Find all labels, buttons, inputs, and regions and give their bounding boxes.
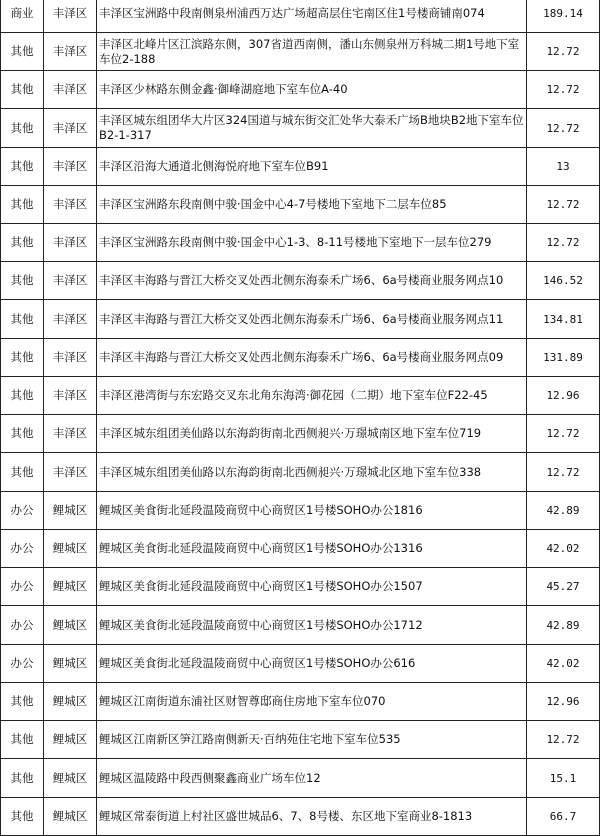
- area-cell: 12.72: [527, 33, 600, 71]
- description-cell: 丰泽区宝洲路东段南侧中骏·国金中心1-3、8-11号楼地下室地下一层车位279: [97, 224, 527, 262]
- area-cell: 134.81: [527, 300, 600, 339]
- table-row: [1, 415, 600, 453]
- type-cell: 其他: [1, 71, 44, 109]
- table-row: [1, 148, 600, 186]
- type-cell: 其他: [1, 453, 44, 492]
- type-cell: 其他: [1, 109, 44, 148]
- area-cell: 12.96: [527, 683, 600, 721]
- table-row: [1, 377, 600, 415]
- area-cell: 42.02: [527, 645, 600, 683]
- table-row: [1, 492, 600, 530]
- table-row: [1, 224, 600, 262]
- area-cell: 12.72: [527, 415, 600, 453]
- area-cell: 189.14: [527, 0, 600, 33]
- table-row: [1, 606, 600, 645]
- district-cell: 丰泽区: [44, 224, 97, 262]
- description-cell: 丰泽区沿海大通道北侧海悦府地下室车位B91: [97, 148, 527, 186]
- table-row: [1, 683, 600, 721]
- area-cell: 12.72: [527, 721, 600, 759]
- district-cell: 丰泽区: [44, 0, 97, 33]
- district-cell: 丰泽区: [44, 300, 97, 339]
- description-cell: 鲤城区美食街北延段温陵商贸中心商贸区1号楼SOHO办公1816: [97, 492, 527, 530]
- district-cell: 鲤城区: [44, 645, 97, 683]
- table-row: [1, 798, 600, 836]
- district-cell: 丰泽区: [44, 148, 97, 186]
- description-cell: 鲤城区美食街北延段温陵商贸中心商贸区1号楼SOHO办公1507: [97, 568, 527, 606]
- description-cell: 丰泽区城东组团华大片区324国道与城东街交汇处华大泰禾广场B地块B2地下室车位B2-1-317: [97, 109, 527, 148]
- table-row: [1, 186, 600, 224]
- table-row: [1, 759, 600, 798]
- description-cell: 鲤城区江南新区笋江路南侧新天·百纳苑住宅地下室车位535: [97, 721, 527, 759]
- area-cell: 13: [527, 148, 600, 186]
- area-cell: 12.72: [527, 71, 600, 109]
- type-cell: 其他: [1, 759, 44, 798]
- description-cell: 丰泽区宝洲路中段南侧泉州浦西万达广场超高层住宅南区住1号楼商铺南074: [97, 0, 527, 33]
- district-cell: 丰泽区: [44, 262, 97, 300]
- table-row: [1, 300, 600, 339]
- district-cell: 鲤城区: [44, 492, 97, 530]
- table-row: [1, 0, 600, 33]
- type-cell: 其他: [1, 186, 44, 224]
- area-cell: 146.52: [527, 262, 600, 300]
- table-row: [1, 109, 600, 148]
- description-cell: 鲤城区江南街道东浦社区财智尊邸商住房地下室车位070: [97, 683, 527, 721]
- type-cell: 其他: [1, 415, 44, 453]
- table-row: [1, 530, 600, 568]
- type-cell: 其他: [1, 339, 44, 377]
- area-cell: 15.1: [527, 759, 600, 798]
- district-cell: 丰泽区: [44, 453, 97, 492]
- type-cell: 其他: [1, 262, 44, 300]
- type-cell: 其他: [1, 33, 44, 71]
- description-cell: 丰泽区港湾街与东宏路交叉东北角东海湾·御花园（二期）地下室车位F22-45: [97, 377, 527, 415]
- area-cell: 12.72: [527, 224, 600, 262]
- district-cell: 丰泽区: [44, 339, 97, 377]
- area-cell: 66.7: [527, 798, 600, 836]
- description-cell: 鲤城区温陵路中段西侧聚鑫商业广场车位12: [97, 759, 527, 798]
- type-cell: 办公: [1, 645, 44, 683]
- type-cell: 其他: [1, 148, 44, 186]
- table-row: [1, 645, 600, 683]
- district-cell: 丰泽区: [44, 71, 97, 109]
- district-cell: 丰泽区: [44, 377, 97, 415]
- district-cell: 鲤城区: [44, 759, 97, 798]
- type-cell: 其他: [1, 224, 44, 262]
- table-row: [1, 453, 600, 492]
- description-cell: 丰泽区北峰片区江滨路东侧，307省道西南侧，潘山东侧泉州万科城二期1号地下室车位2-188: [97, 33, 527, 71]
- type-cell: 其他: [1, 377, 44, 415]
- description-cell: 丰泽区丰海路与晋江大桥交叉处西北侧东海泰禾广场6、6a号楼商业服务网点09: [97, 339, 527, 377]
- area-cell: 42.02: [527, 530, 600, 568]
- description-cell: 鲤城区常泰街道上村社区盛世城品6、7、8号楼、东区地下室商业8-1813: [97, 798, 527, 836]
- district-cell: 丰泽区: [44, 415, 97, 453]
- table-body: [1, 0, 600, 836]
- description-cell: 鲤城区美食街北延段温陵商贸中心商贸区1号楼SOHO办公1712: [97, 606, 527, 645]
- table-row: [1, 721, 600, 759]
- description-cell: 丰泽区宝洲路东段南侧中骏·国金中心4-7号楼地下室地下二层车位85: [97, 186, 527, 224]
- district-cell: 丰泽区: [44, 109, 97, 148]
- type-cell: 商业: [1, 0, 44, 33]
- district-cell: 丰泽区: [44, 33, 97, 71]
- district-cell: 鲤城区: [44, 606, 97, 645]
- type-cell: 办公: [1, 606, 44, 645]
- area-cell: 131.89: [527, 339, 600, 377]
- district-cell: 鲤城区: [44, 530, 97, 568]
- type-cell: 其他: [1, 300, 44, 339]
- area-cell: 12.72: [527, 453, 600, 492]
- area-cell: 42.89: [527, 606, 600, 645]
- table-row: [1, 33, 600, 71]
- district-cell: 丰泽区: [44, 186, 97, 224]
- table-row: [1, 262, 600, 300]
- type-cell: 其他: [1, 798, 44, 836]
- district-cell: 鲤城区: [44, 683, 97, 721]
- description-cell: 丰泽区丰海路与晋江大桥交叉处西北侧东海泰禾广场6、6a号楼商业服务网点10: [97, 262, 527, 300]
- table-row: [1, 568, 600, 606]
- description-cell: 鲤城区美食街北延段温陵商贸中心商贸区1号楼SOHO办公1316: [97, 530, 527, 568]
- area-cell: 42.89: [527, 492, 600, 530]
- type-cell: 办公: [1, 492, 44, 530]
- type-cell: 其他: [1, 683, 44, 721]
- area-cell: 12.72: [527, 186, 600, 224]
- area-cell: 12.72: [527, 109, 600, 148]
- type-cell: 办公: [1, 530, 44, 568]
- description-cell: 丰泽区丰海路与晋江大桥交叉处西北侧东海泰禾广场6、6a号楼商业服务网点11: [97, 300, 527, 339]
- area-cell: 45.27: [527, 568, 600, 606]
- table-row: [1, 339, 600, 377]
- type-cell: 其他: [1, 721, 44, 759]
- district-cell: 鲤城区: [44, 568, 97, 606]
- table-row: [1, 71, 600, 109]
- district-cell: 鲤城区: [44, 798, 97, 836]
- description-cell: 丰泽区少林路东侧金鑫·御峰湖庭地下室车位A-40: [97, 71, 527, 109]
- description-cell: 丰泽区城东组团美仙路以东海韵街南北西侧昶兴·万璟城南区地下室车位719: [97, 415, 527, 453]
- area-cell: 12.96: [527, 377, 600, 415]
- district-cell: 鲤城区: [44, 721, 97, 759]
- description-cell: 鲤城区美食街北延段温陵商贸中心商贸区1号楼SOHO办公616: [97, 645, 527, 683]
- type-cell: 办公: [1, 568, 44, 606]
- description-cell: 丰泽区城东组团美仙路以东海韵街南北西侧昶兴·万璟城北区地下室车位338: [97, 453, 527, 492]
